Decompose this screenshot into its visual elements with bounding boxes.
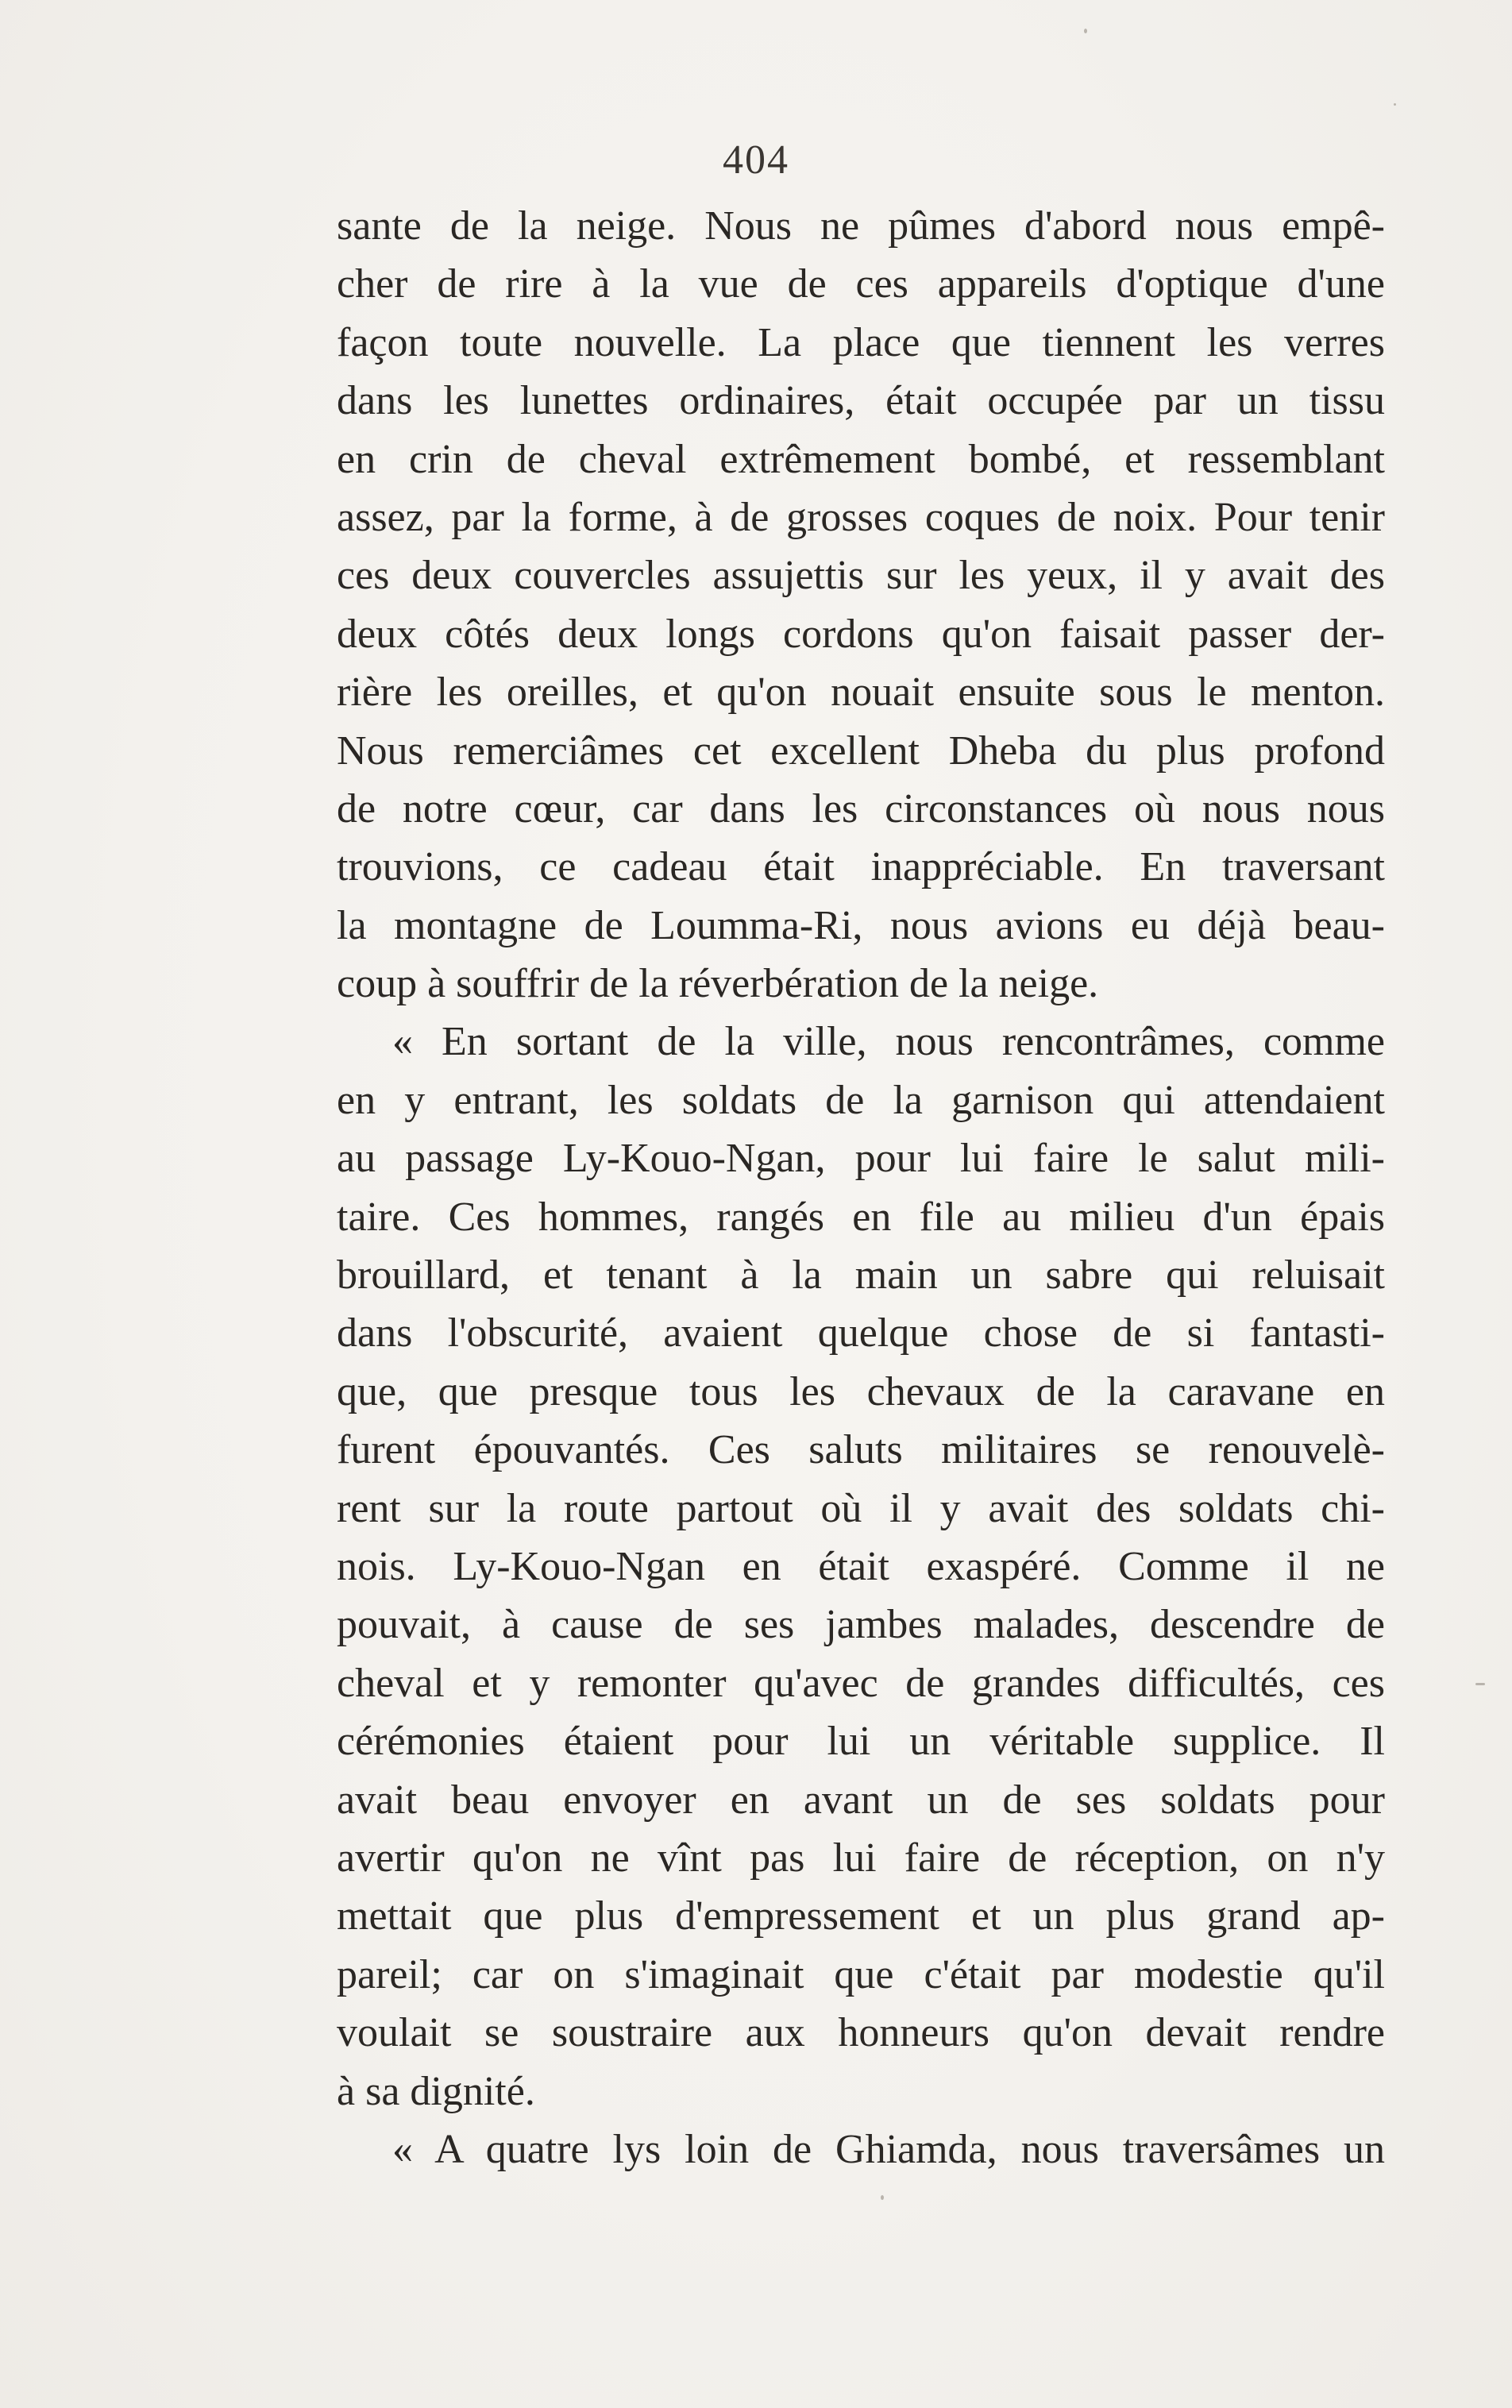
- text-line: assez, par la forme, à de grosses coques de noix. Pour tenir: [337, 494, 1385, 540]
- text-line: à sa dignité.: [337, 2068, 535, 2114]
- text-line: en crin de cheval extrêmement bombé, et ressemblant: [337, 436, 1385, 482]
- paper-speck: [1475, 1683, 1485, 1685]
- text-line: trouvions, ce cadeau était inappréciable. En traversant: [337, 844, 1385, 890]
- text-line: cérémonies étaient pour lui un véritable supplice. Il: [337, 1719, 1385, 1765]
- text-line: avertir qu'on ne vînt pas lui faire de réception, on n'y: [337, 1835, 1385, 1881]
- text-line: Nous remerciâmes cet excellent Dheba du plus profond: [337, 727, 1385, 774]
- body-text: [337, 197, 1385, 2178]
- text-line: coup à souffrir de la réverbération de la neige.: [337, 961, 1099, 1007]
- text-line: deux côtés deux longs cordons qu'on faisait passer der-: [337, 611, 1385, 657]
- text-line: la montagne de Loumma-Ri, nous avions eu déjà beau-: [337, 902, 1385, 948]
- text-line: avait beau envoyer en avant un de ses soldats pour: [337, 1777, 1385, 1823]
- text-line: voulait se soustraire aux honneurs qu'on devait rendre: [337, 2010, 1385, 2056]
- text-line: nois. Ly-Kouo-Ngan en était exaspéré. Comme il ne: [337, 1543, 1385, 1589]
- paragraph-start: « En sortant de la ville, nous rencontrâmes, comme: [392, 1019, 1385, 1065]
- text-line: que, que presque tous les chevaux de la caravane en: [337, 1368, 1385, 1414]
- paper-speck: [1394, 103, 1396, 106]
- text-line: pareil; car on s'imaginait que c'était par modestie qu'il: [337, 1951, 1385, 1997]
- text-line: ces deux couvercles assujettis sur les yeux, il y avait des: [337, 553, 1385, 599]
- text-line: rière les oreilles, et qu'on nouait ensuite sous le menton.: [337, 670, 1385, 716]
- text-line: en y entrant, les soldats de la garnison qui attendaient: [337, 1077, 1385, 1123]
- paper-speck: [881, 2195, 884, 2200]
- text-line: cher de rire à la vue de ces appareils d'optique d'une: [337, 261, 1385, 307]
- text-line: rent sur la route partout où il y avait des soldats chi-: [337, 1485, 1385, 1531]
- paragraph-start: « A quatre lys loin de Ghiamda, nous traversâmes un: [392, 2126, 1385, 2172]
- text-line: brouillard, et tenant à la main un sabre qui reluisait: [337, 1252, 1385, 1299]
- text-line: au passage Ly-Kouo-Ngan, pour lui faire le salut mili-: [337, 1136, 1385, 1182]
- text-line: mettait que plus d'empressement et un plus grand ap-: [337, 1893, 1385, 1939]
- text-line: pouvait, à cause de ses jambes malades, descendre de: [337, 1602, 1385, 1648]
- text-line: dans l'obscurité, avaient quelque chose de si fantasti-: [337, 1310, 1385, 1356]
- text-line: sante de la neige. Nous ne pûmes d'abord nous empê-: [337, 203, 1385, 249]
- text-line: furent épouvantés. Ces saluts militaires se renouvelè-: [337, 1427, 1385, 1473]
- text-line: cheval et y remonter qu'avec de grandes difficultés, ces: [337, 1660, 1385, 1706]
- paper-speck: [1084, 29, 1087, 33]
- text-line: taire. Ces hommes, rangés en file au milieu d'un épais: [337, 1194, 1385, 1240]
- text-line: dans les lunettes ordinaires, était occupée par un tissu: [337, 378, 1385, 424]
- page-number: 404: [723, 137, 789, 183]
- text-line: de notre cœur, car dans les circonstances où nous nous: [337, 785, 1385, 832]
- text-line: façon toute nouvelle. La place que tiennent les verres: [337, 319, 1385, 365]
